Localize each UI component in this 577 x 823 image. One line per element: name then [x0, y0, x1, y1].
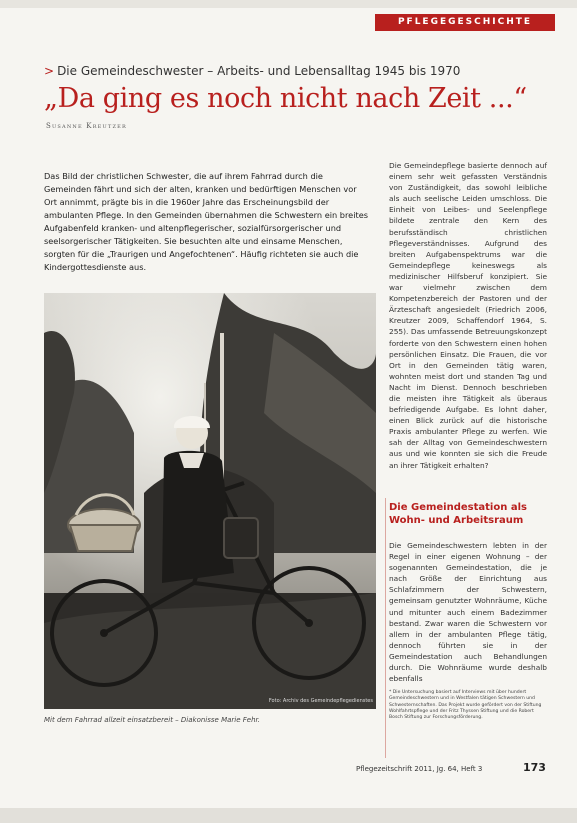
photo-nurse-with-bicycle — [44, 293, 376, 709]
section-subheading: Die Gemeindestation als Wohn- und Arbeitsraum — [389, 502, 527, 526]
lead-paragraph: Das Bild der christlichen Schwester, die auf ihrem Fahrrad durch die Gemeinden fährt und sich der alten, kranken und bedürftigen Menschen vor Ort annimmt, prägte bis in die 1960er Jahre das Erscheinungsbild der ambulanten Pflege. In den Gemeinden übernahmen die Schwestern ein breites Aufgabenfeld kranken- und altenpflegerischer, sozialfürsorgerischer und seelsorgerischer Tätigkeiten. Sie besuchten alte und einsame Menschen, sorgten für die „Traurigen und Angefochtenen“. Häufig richteten sie auch die Kindergottesdienste aus. — [44, 171, 369, 272]
footnote: * Die Untersuchung basiert auf Interviews mit über hundert Gemeindeschwestern und in Westfalen tätigen Schwestern und Schwesternschaften. Das Projekt wurde gefördert von der Stiftung Wohlfahrtspflege und der Fritz Thyssen Stiftung und die Robert Bosch Stiftung zur Forschungsförderung. — [389, 690, 542, 721]
article-author: Susanne Kreutzer — [46, 122, 127, 130]
article-photo — [44, 293, 376, 709]
page-bottom-edge — [0, 808, 577, 823]
chevron-right-icon: > — [44, 64, 55, 78]
body-column-1: Die Gemeindepflege basierte dennoch auf einem sehr weit gefassten Verständnis von Zuständigkeit, das sowohl leibliche als auch seelische Leiden umschloss. Die Einheit von Leibes- und Seelenpflege bildete zentrale den Kern des berufsständisch christlichen Pflegeverständnisses. Aufgrund des breiten Aufgabenspektrums war die Gemeindepflege keineswegs als medizinischer Hilfsberuf konzipiert. Sie war vielmehr zwischen dem Kompetenzbereich der Pastoren und der Ärzteschaft angesiedelt (Friedrich 2006, Kreutzer 2009, Schaffendorf 1964, S. 255). Das umfassende Betreuungskonzept forderte von den Schwestern einen hohen persönlichen Einsatz. Die Frauen, die vor Ort in den Gemeinden tätig waren, wohnten meist dort und standen Tag und Nacht im Dienst. Dennoch beschrieben die meisten ihre Tätigkeit als überaus befriedigende Aufgabe. Es lohnt daher, einen Blick zurück auf die historische Praxis ambulanter Pflege zu werfen. Wie sah der Alltag von Gemeindeschwestern aus und wie konnten sie sich die Freude an ihrer Tätigkeit erhalten? — [389, 161, 547, 470]
page-number: 173 — [523, 761, 546, 774]
photo-caption: Mit dem Fahrrad allzeit einsatzbereit – Diakonisse Marie Fehr. — [44, 716, 260, 724]
kicker-text: Die Gemeindeschwester – Arbeits- und Lebensalltag 1945 bis 1970 — [57, 64, 461, 78]
section-label: PFLEGEGESCHICHTE — [397, 17, 533, 27]
photo-credit: Foto: Archiv des Gemeindepflegedienstes — [268, 698, 373, 704]
body-column-2: Die Gemeindeschwestern lebten in der Regel in einer eigenen Wohnung – der sogenannten Gemeindestation, die je nach Größe der Einrichtung aus Schlafzimmern der Schwestern, gemeinsam genutzter Wohnräume, Küche und mitunter auch einem Badezimmer bestand. Zwar waren die Schwestern vor allem in der ambulanten Pflege tätig, dennoch führten sie in der Gemeindestation auch Behandlungen durch. Die Wohnräume wurde deshalb ebenfalls — [389, 541, 547, 684]
article-kicker — [44, 64, 460, 78]
page-top-edge — [0, 0, 577, 8]
article-headline: „Da ging es noch nicht nach Zeit ...“ — [44, 83, 527, 114]
column-rule — [385, 498, 386, 758]
journal-source: Pflegezeitschrift 2011, Jg. 64, Heft 3 — [356, 765, 483, 773]
